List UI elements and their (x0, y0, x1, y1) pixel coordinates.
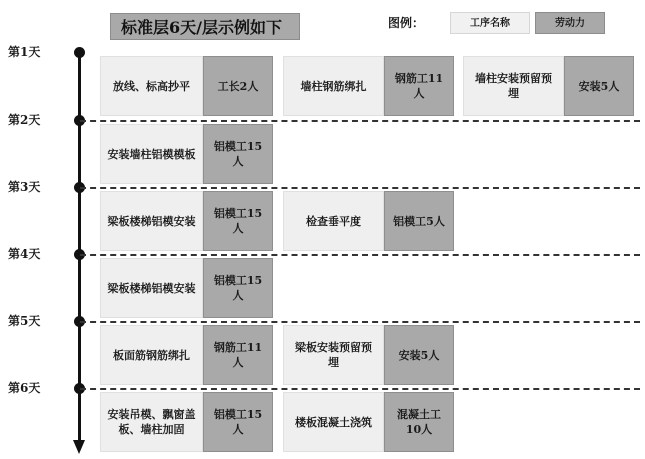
task-box: 梁板楼梯铝模安装 (100, 191, 203, 251)
diagram-title: 标准层6天/层示例如下 (110, 13, 300, 40)
day-label: 第2天 (8, 113, 41, 127)
day-divider (80, 120, 640, 122)
labor-box: 钢筋工11人 (203, 325, 273, 385)
task-box: 板面筋钢筋绑扎 (100, 325, 203, 385)
labor-box: 混凝土工10人 (384, 392, 454, 452)
task-box: 安装吊模、飘窗盖板、墙柱加固 (100, 392, 203, 452)
legend-labor-swatch: 劳动力 (535, 12, 605, 34)
day-marker-dot (74, 47, 85, 58)
task-box: 墙柱钢筋绑扎 (283, 56, 384, 116)
task-box: 楼板混凝土浇筑 (283, 392, 384, 452)
day-divider (80, 187, 640, 189)
legend-label: 图例： (388, 16, 425, 30)
labor-box: 铝模工15人 (203, 124, 273, 184)
labor-box: 工长2人 (203, 56, 273, 116)
day-divider (80, 388, 640, 390)
labor-box: 安装5人 (564, 56, 634, 116)
task-box: 检查垂平度 (283, 191, 384, 251)
labor-box: 铝模工5人 (384, 191, 454, 251)
day-label: 第1天 (8, 45, 41, 59)
labor-box: 铝模工15人 (203, 392, 273, 452)
labor-box: 安装5人 (384, 325, 454, 385)
task-box: 放线、标高抄平 (100, 56, 203, 116)
task-box: 梁板安装预留预埋 (283, 325, 384, 385)
day-divider (80, 254, 640, 256)
labor-box: 铝模工15人 (203, 191, 273, 251)
task-box: 梁板楼梯铝模安装 (100, 258, 203, 318)
task-box: 安装墙柱铝模模板 (100, 124, 203, 184)
day-divider (80, 321, 640, 323)
day-label: 第4天 (8, 247, 41, 261)
timeline-arrow-icon (73, 440, 85, 454)
legend-task-swatch: 工序名称 (450, 12, 530, 34)
day-label: 第3天 (8, 180, 41, 194)
day-label: 第6天 (8, 381, 41, 395)
task-box: 墙柱安装预留预埋 (463, 56, 564, 116)
labor-box: 钢筋工11人 (384, 56, 454, 116)
labor-box: 铝模工15人 (203, 258, 273, 318)
day-label: 第5天 (8, 314, 41, 328)
